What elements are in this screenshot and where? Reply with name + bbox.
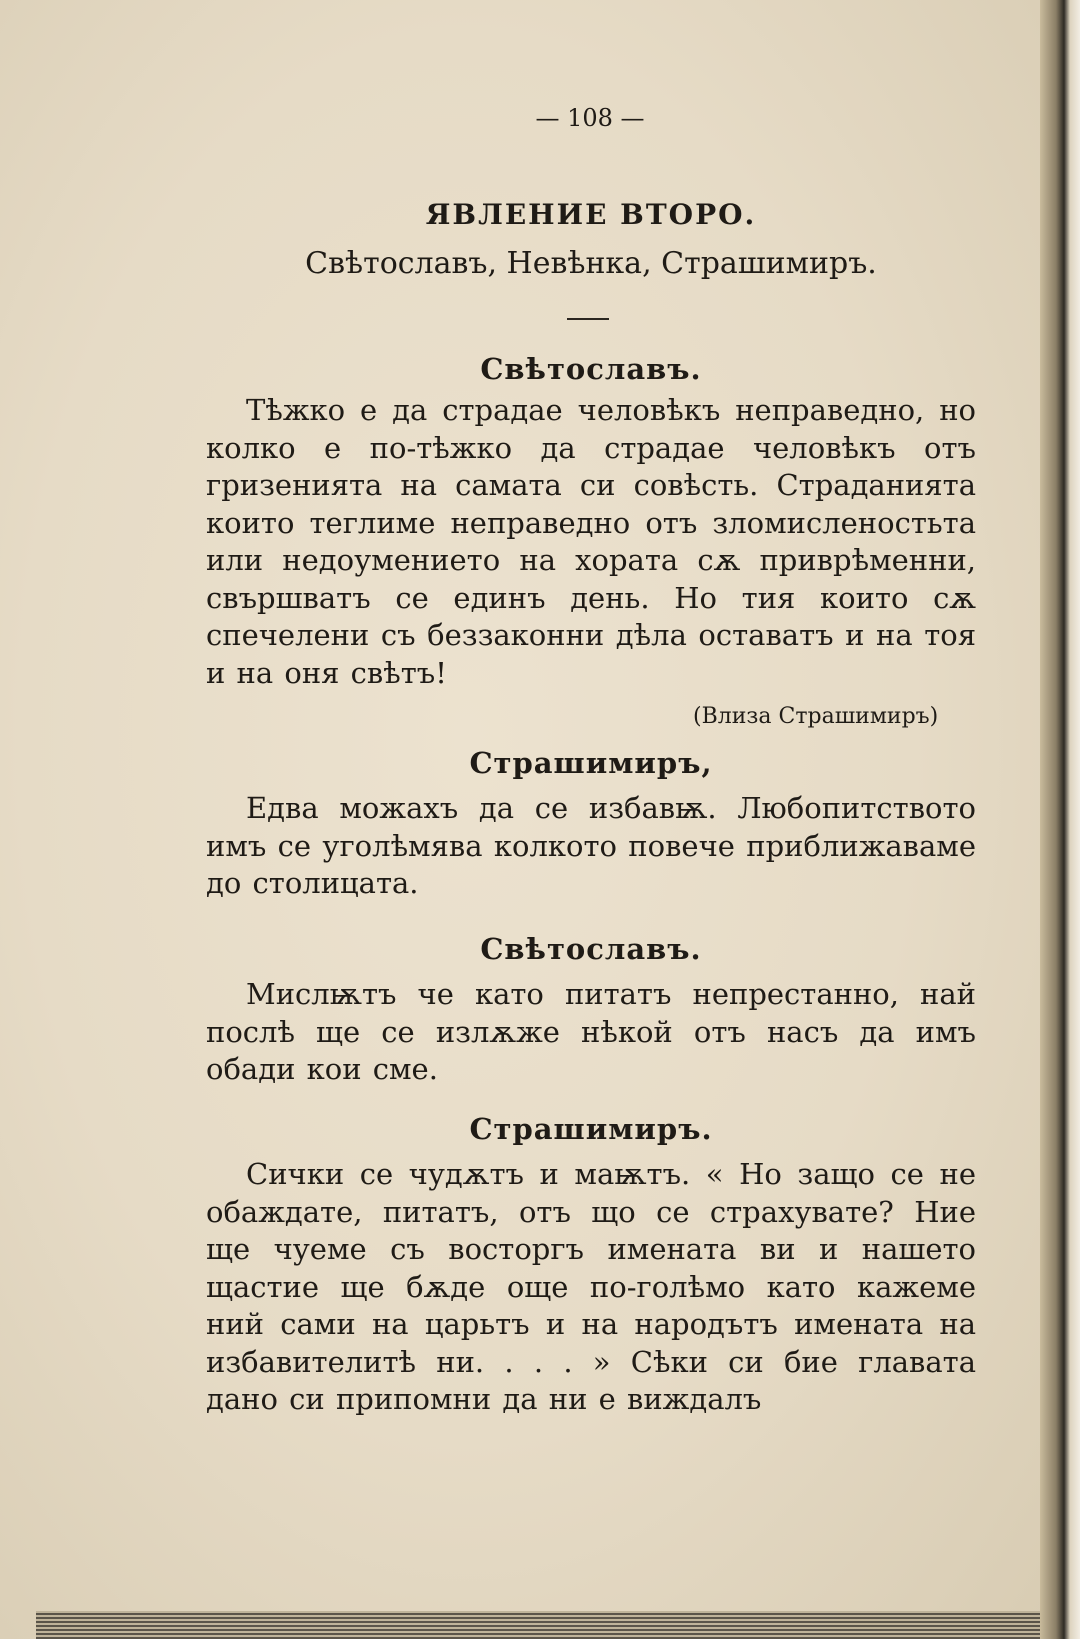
scene-title: ЯВЛЕНИЕ ВТОРО.	[425, 198, 757, 231]
speech-paragraph: Едва можахъ да се избавѭ. Любопитството имъ се уголѣмява колкото повече приближаваме до столицата.	[206, 791, 976, 900]
page-edge	[1040, 0, 1080, 1639]
page-number: — 108 —	[535, 104, 645, 132]
speech-paragraph: Мислѭтъ че като питатъ непрестанно, най послѣ ще се излѫже нѣкой отъ насъ да имъ обади кои сме.	[206, 977, 976, 1086]
speech-paragraph: Сички се чудѫтъ и маѭтъ. « Но защо се не обаждате, питатъ, отъ що се страхувате? Ние ще чуеме съ восторгъ имената ви и нашето щастие ще бѫде още по-голѣмо като кажеме ний сами на царьтъ и на народътъ имената на избавителитѣ ни. . . . » Сѣки си бие главата дано си припомни да ни е виждалъ	[206, 1157, 976, 1416]
page-bottom-edge	[36, 1611, 1040, 1639]
speaker-strashimir: Страшимиръ,	[469, 746, 713, 780]
speech-paragraph: Тѣжко е да страдае человѣкъ неправедно, но колко е по-тѣжко да страдае человѣкъ отъ гризенията на самата си совѣсть. Страданията които теглиме неправедно отъ зломисленостьта или недоумението на хората сѫ приврѣменни, свършватъ се единъ день. Но тия които сѫ спечелени съ беззаконни дѣла оставатъ и на тоя и на оня свѣтъ!	[206, 393, 976, 690]
divider	[567, 318, 609, 320]
speaker-svetoslav: Свѣтославъ.	[480, 932, 702, 966]
speaker-strashimir: Страшимиръ.	[469, 1112, 713, 1146]
speaker-svetoslav: Свѣтославъ.	[480, 352, 702, 386]
characters-list: Свѣтославъ, Невѣнка, Страшимиръ.	[305, 246, 877, 281]
stage-direction: (Влиза Страшимиръ)	[693, 704, 939, 729]
